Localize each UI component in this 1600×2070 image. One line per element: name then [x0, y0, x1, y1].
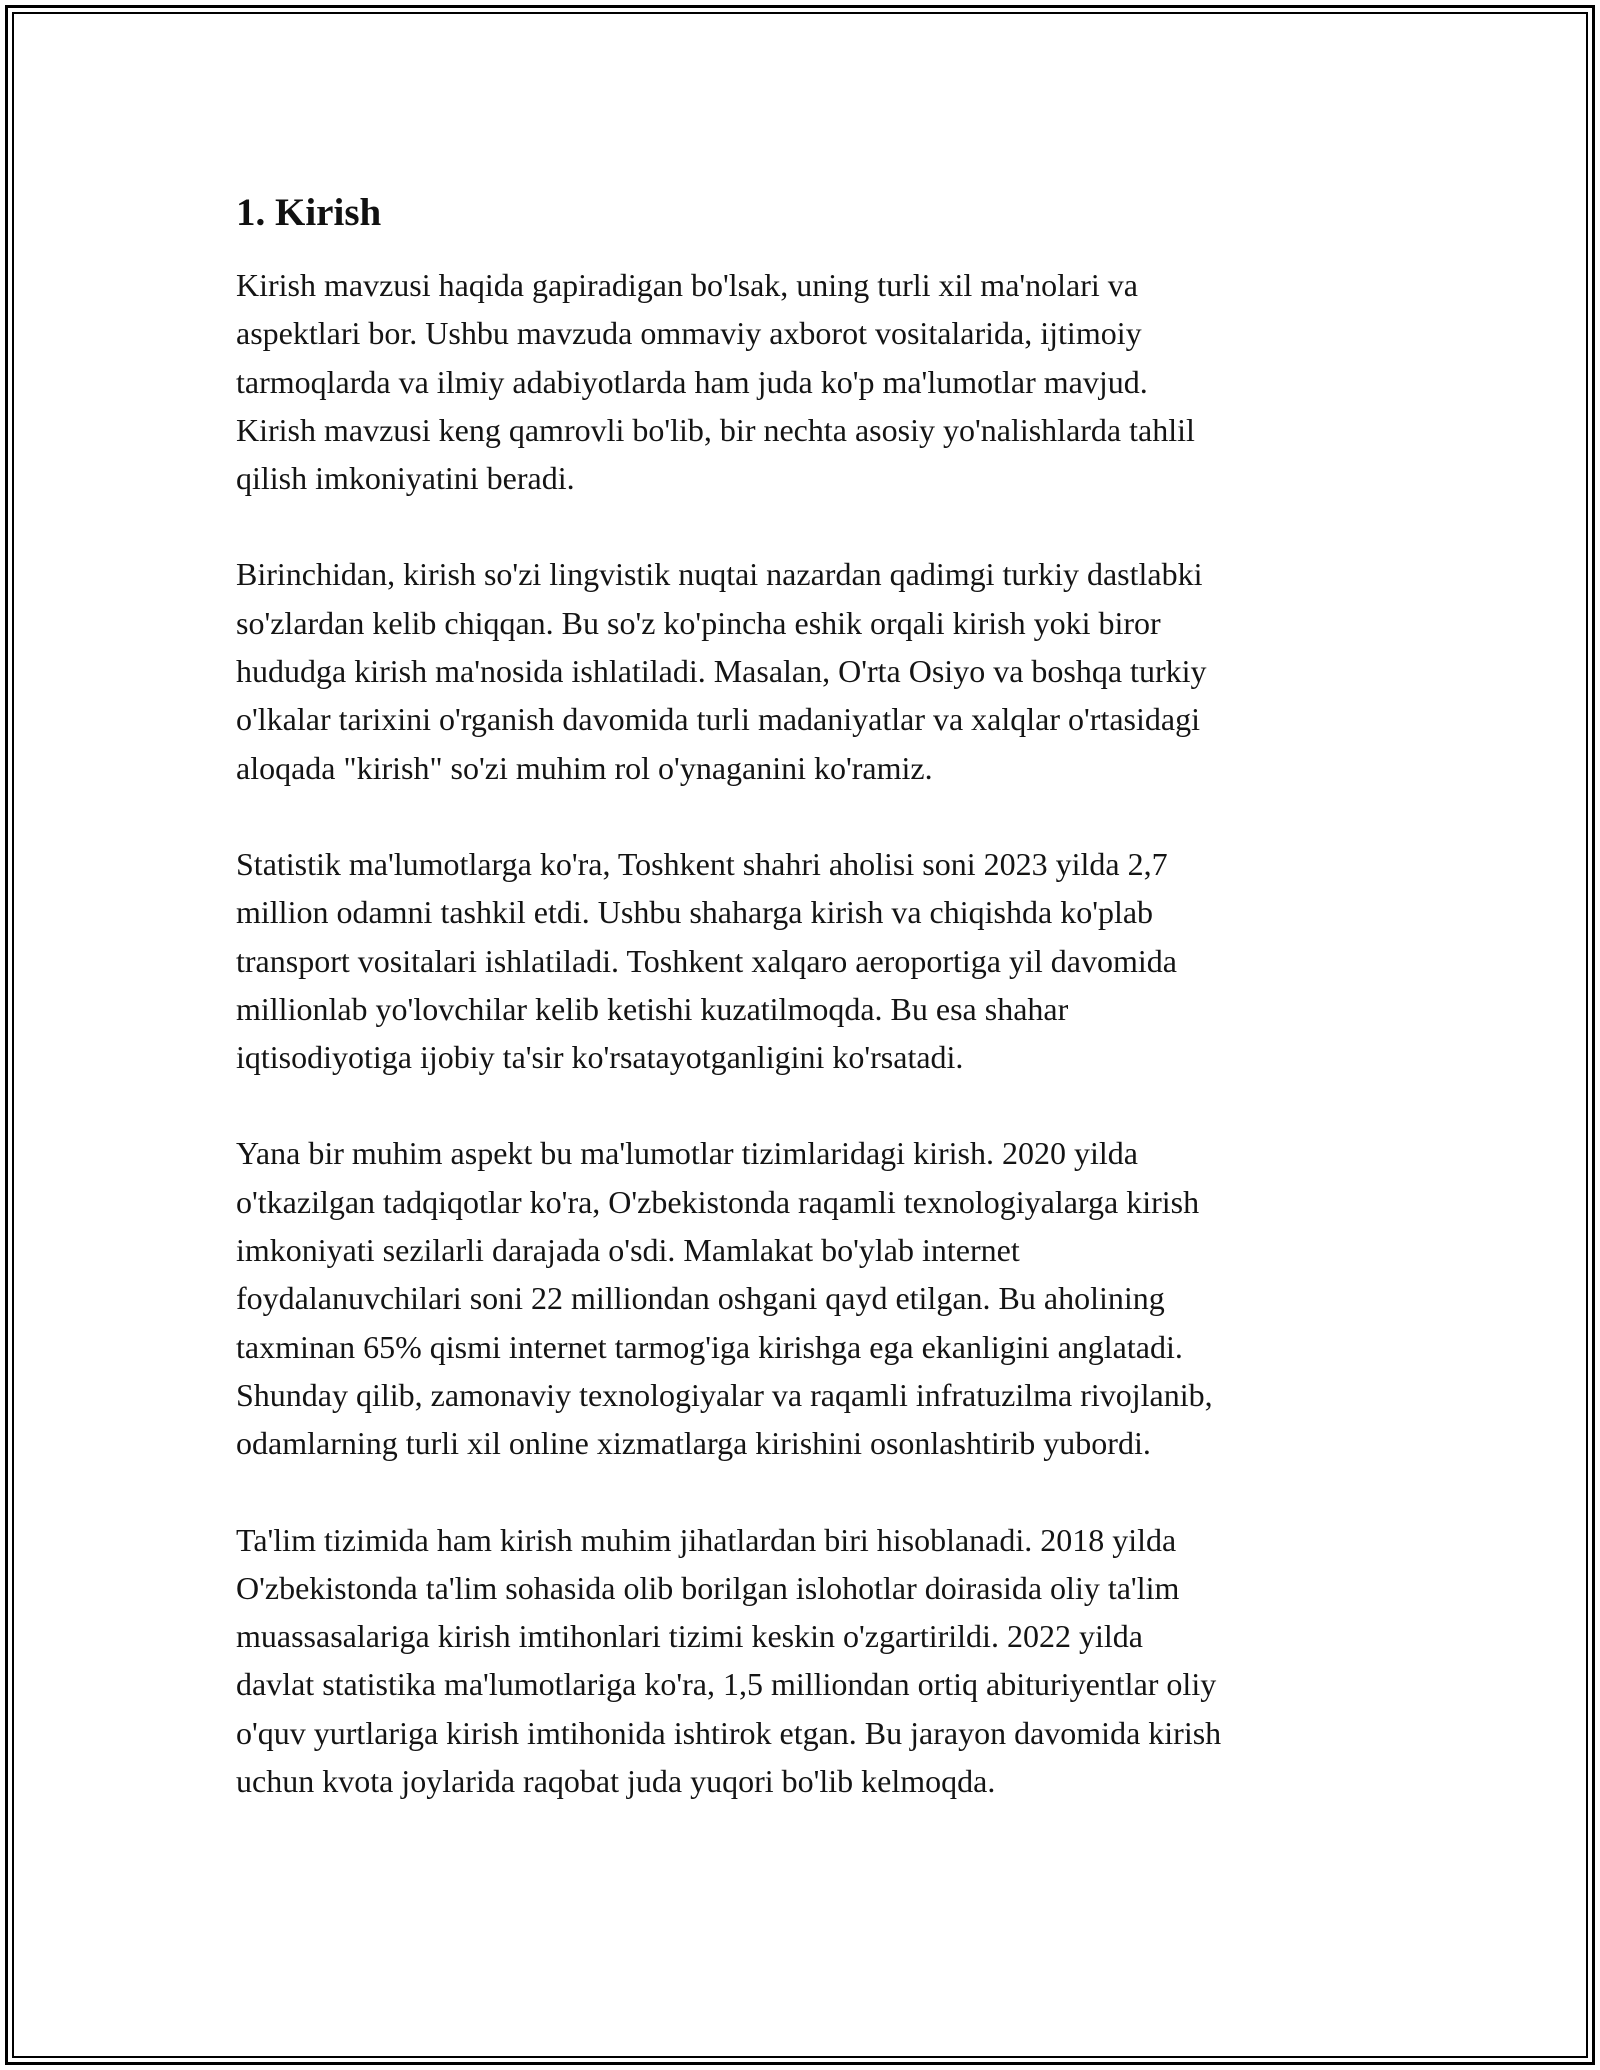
text-line: Kirish mavzusi haqida gapiradigan bo'lsak, uning turli xil ma'nolari va	[236, 267, 1138, 303]
text-line: odamlarning turli xil online xizmatlarga kirishini osonlashtirib yubordi.	[236, 1425, 1151, 1462]
text-line: o'tkazilgan tadqiqotlar ko'ra, O'zbekistonda raqamli texnologiyalarga kirish	[236, 1183, 1200, 1220]
paragraph-2	[236, 550, 1376, 791]
text-line: Birinchidan, kirish so'zi lingvistik nuqtai nazardan qadimgi turkiy dastlabki	[236, 556, 1203, 593]
text-line: o'quv yurtlariga kirish imtihonida ishtirok etgan. Bu jarayon davomida kirish	[236, 1714, 1222, 1751]
section-heading: 1. Kirish	[236, 191, 382, 234]
paragraph-4	[236, 1129, 1376, 1467]
text-line: transport vositalari ishlatiladi. Toshkent xalqaro aeroportiga yil davomida	[236, 942, 1177, 979]
text-line: taxminan 65% qismi internet tarmog'iga kirishga ega ekanligini anglatadi.	[236, 1328, 1183, 1365]
text-line: millionlab yo'lovchilar kelib ketishi kuzatilmoqda. Bu esa shahar	[236, 990, 1069, 1027]
paragraph-1	[236, 261, 1376, 502]
text-line: iqtisodiyotiga ijobiy ta'sir ko'rsatayotganligini ko'rsatadi.	[236, 1039, 964, 1076]
document-body	[236, 185, 1376, 1853]
text-line: Kirish mavzusi keng qamrovli bo'lib, bir nechta asosiy yo'nalishlarda tahlil	[236, 411, 1195, 448]
text-line: O'zbekistonda ta'lim sohasida olib borilgan islohotlar doirasida oliy ta'lim	[236, 1569, 1180, 1606]
text-line: so'zlardan kelib chiqqan. Bu so'z ko'pincha eshik orqali kirish yoki biror	[236, 604, 1161, 641]
text-line: o'lkalar tarixini o'rganish davomida turli madaniyatlar va xalqlar o'rtasidagi	[236, 701, 1200, 738]
text-line: million odamni tashkil etdi. Ushbu shaharga kirish va chiqishda ko'plab	[236, 894, 1154, 931]
text-line: foydalanuvchilari soni 22 milliondan oshgani qayd etilgan. Bu aholining	[236, 1280, 1165, 1317]
text-line: davlat statistika ma'lumotlariga ko'ra, 1,5 milliondan ortiq abituriyentlar oliy	[236, 1666, 1217, 1703]
text-line: qilish imkoniyatini beradi.	[236, 460, 575, 497]
text-line: imkoniyati sezilarli darajada o'sdi. Mamlakat bo'ylab internet	[236, 1232, 1020, 1269]
text-line: Yana bir muhim aspekt bu ma'lumotlar tizimlaridagi kirish. 2020 yilda	[236, 1135, 1138, 1172]
text-line: uchun kvota joylarida raqobat juda yuqori bo'lib kelmoqda.	[236, 1763, 996, 1800]
text-line: Statistik ma'lumotlarga ko'ra, Toshkent shahri aholisi soni 2023 yilda 2,7	[236, 845, 1168, 882]
paragraph-5	[236, 1516, 1376, 1806]
paragraph-3	[236, 840, 1376, 1081]
text-line: aloqada "kirish" so'zi muhim rol o'ynaganini ko'ramiz.	[236, 749, 933, 786]
text-line: tarmoqlarda va ilmiy adabiyotlarda ham juda ko'p ma'lumotlar mavjud.	[236, 363, 1148, 400]
text-line: aspektlari bor. Ushbu mavzuda ommaviy axborot vositalarida, ijtimoiy	[236, 315, 1142, 352]
text-line: Ta'lim tizimida ham kirish muhim jihatlardan biri hisoblanadi. 2018 yilda	[236, 1521, 1177, 1558]
text-line: Shunday qilib, zamonaviy texnologiyalar va raqamli infratuzilma rivojlanib,	[236, 1376, 1213, 1413]
text-line: hududga kirish ma'nosida ishlatiladi. Masalan, O'rta Osiyo va boshqa turkiy	[236, 653, 1207, 690]
text-line: muassasalariga kirish imtihonlari tizimi keskin o'zgartirildi. 2022 yilda	[236, 1618, 1143, 1655]
